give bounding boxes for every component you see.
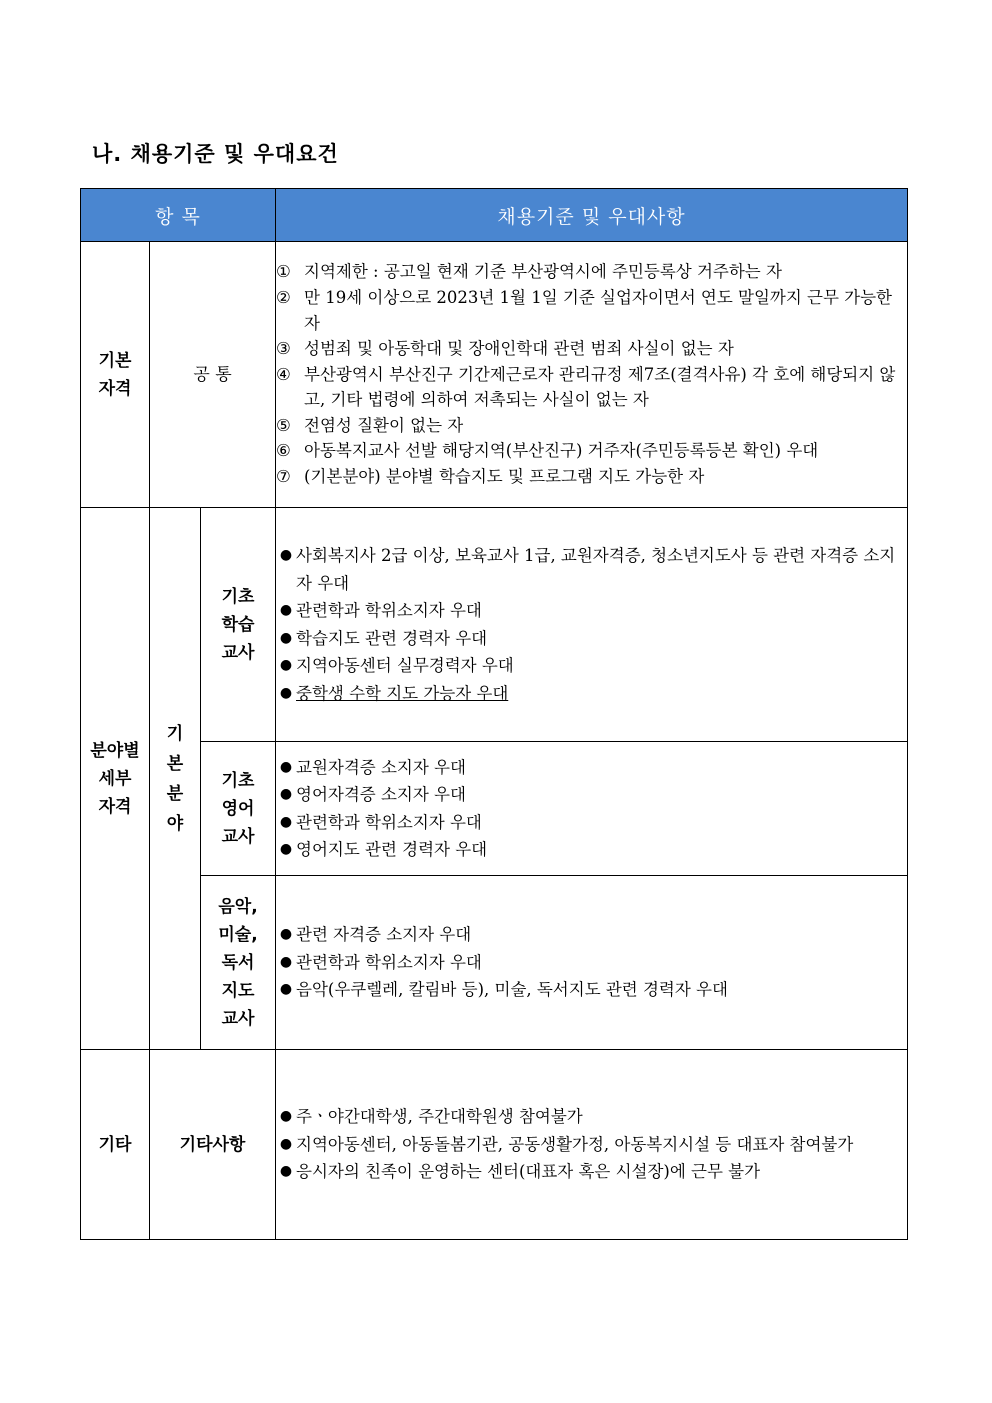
header-item: 항 목 bbox=[81, 189, 276, 242]
list-item: ④ 부산광역시 부산진구 기간제근로자 관리규정 제7조(결격사유) 각 호에 해당되지 않고, 기타 법령에 의하여 저촉되는 사실이 없는 자 bbox=[276, 364, 896, 410]
etc-category: 기타 bbox=[81, 1050, 150, 1240]
list-item: ③ 성범죄 및 아동학대 및 장애인학대 관련 범죄 사실이 없는 자 bbox=[276, 339, 734, 359]
field-category: 분야별 세부 자격 bbox=[81, 508, 150, 1050]
list-item: ● 주ㆍ야간대학생, 주간대학원생 참여불가 bbox=[279, 1107, 583, 1127]
list-item: ● 학습지도 관련 경력자 우대 bbox=[279, 628, 488, 648]
list-item: ● 음악(우쿠렐레, 칼림바 등), 미술, 독서지도 관련 경력자 우대 bbox=[279, 980, 728, 1000]
table-row bbox=[81, 242, 908, 508]
field-row-name: 기초 영어 교사 bbox=[201, 742, 276, 876]
field-row-items bbox=[276, 876, 908, 1050]
list-item: ● 지역아동센터 실무경력자 우대 bbox=[279, 656, 514, 675]
table-header-row bbox=[81, 189, 908, 242]
field-row-name: 음악, 미술, 독서 지도 교사 bbox=[201, 876, 276, 1050]
list-item: ⑦ (기본분야) 분야별 학습지도 및 프로그램 지도 가능한 자 bbox=[276, 467, 705, 487]
etc-sub: 기타사항 bbox=[150, 1050, 276, 1240]
list-item: ● 교원자격증 소지자 우대 bbox=[279, 757, 466, 777]
field-row-items bbox=[276, 508, 908, 742]
field-row-items bbox=[276, 742, 908, 876]
criteria-table bbox=[80, 188, 908, 1240]
list-item: ② 만 19세 이상으로 2023년 1월 1일 기준 실업자이면서 연도 말일까지 근무 가능한 자 bbox=[276, 287, 892, 333]
table-row bbox=[81, 742, 908, 876]
section-title: 나. 채용기준 및 우대요건 bbox=[92, 142, 339, 166]
field-row-name: 기초 학습 교사 bbox=[201, 508, 276, 742]
list-item: ● 관련학과 학위소지자 우대 bbox=[279, 952, 482, 972]
table-row bbox=[81, 1050, 908, 1240]
list-item: ● 관련학과 학위소지자 우대 bbox=[279, 601, 482, 620]
basic-category: 기본 자격 bbox=[81, 242, 150, 508]
list-item: ⑥ 아동복지교사 선발 해당지역(부산진구) 거주자(주민등록등본 확인) 우대 bbox=[276, 441, 819, 461]
list-item: ● 관련 자격증 소지자 우대 bbox=[279, 925, 472, 945]
list-item: ● 지역아동센터, 아동돌봄기관, 공동생활가정, 아동복지시설 등 대표자 참여불가 bbox=[279, 1134, 854, 1154]
field-sub: 기 본 분 야 bbox=[150, 508, 201, 1050]
list-item: ● 영어지도 관련 경력자 우대 bbox=[279, 840, 488, 859]
etc-items bbox=[276, 1050, 908, 1240]
header-criteria: 채용기준 및 우대사항 bbox=[276, 189, 908, 242]
table-row bbox=[81, 508, 908, 742]
table-row bbox=[81, 876, 908, 1050]
list-item: ● 응시자의 친족이 운영하는 센터(대표자 혹은 시설장)에 근무 불가 bbox=[279, 1162, 761, 1182]
basic-sub: 공 통 bbox=[150, 242, 276, 508]
list-item: ● 사회복지사 2급 이상, 보육교사 1급, 교원자격증, 청소년지도사 등 관련 자격증 소지자 우대 bbox=[279, 546, 896, 593]
list-item: ● 영어자격증 소지자 우대 bbox=[279, 785, 466, 804]
list-item: ● 관련학과 학위소지자 우대 bbox=[279, 812, 482, 832]
list-item: ⑤ 전염성 질환이 없는 자 bbox=[276, 415, 464, 435]
list-item: ① 지역제한 : 공고일 현재 기준 부산광역시에 주민등록상 거주하는 자 bbox=[276, 262, 782, 282]
basic-items bbox=[276, 242, 908, 508]
list-item: ● 중학생 수학 지도 가능자 우대 bbox=[279, 683, 509, 703]
